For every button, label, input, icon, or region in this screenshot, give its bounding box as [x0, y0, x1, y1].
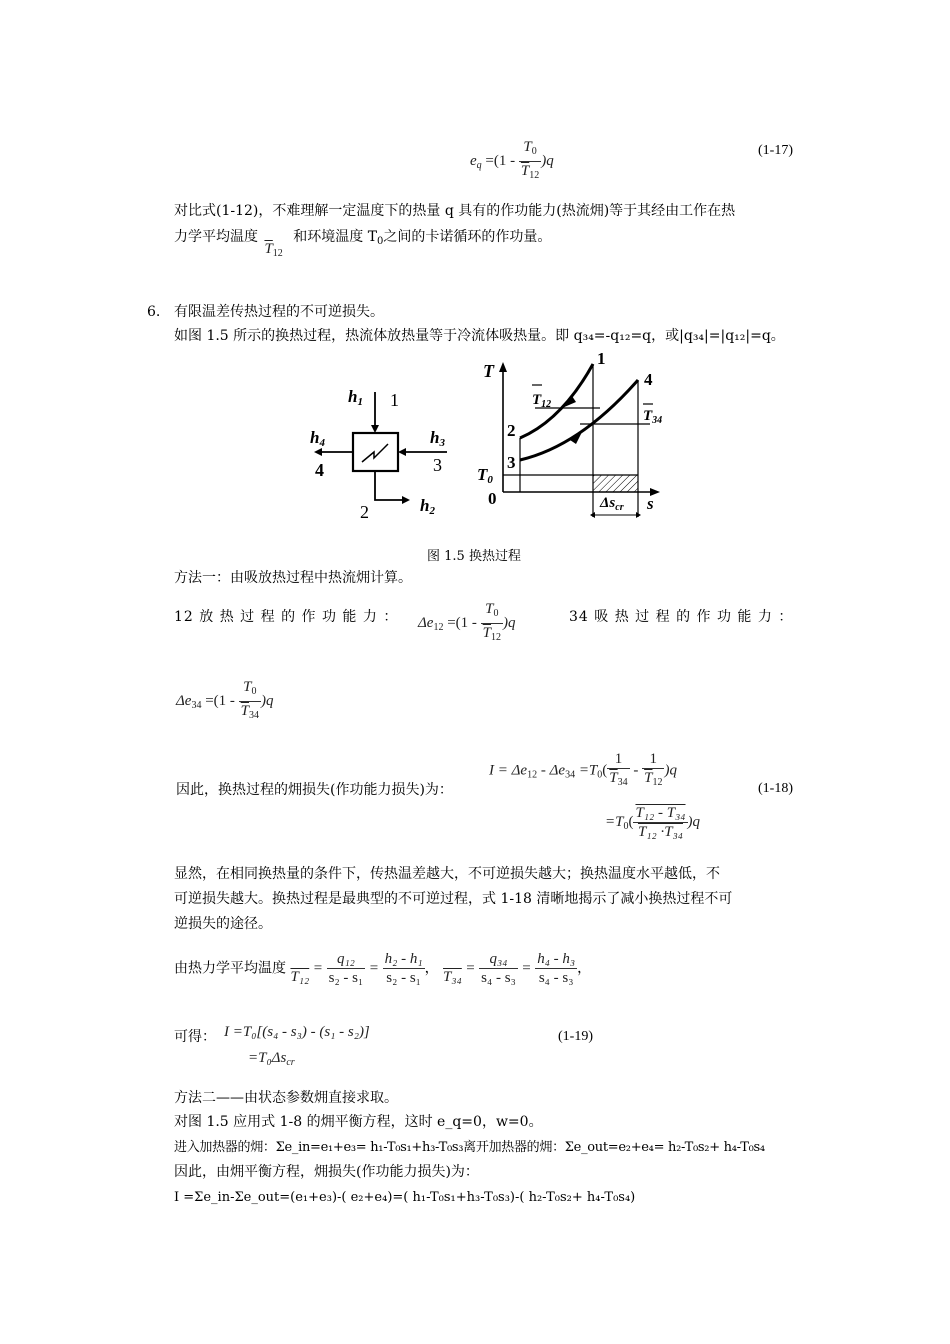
eq-fraction [239, 678, 261, 725]
label-h2: h2 [420, 496, 435, 517]
frac-num: T [243, 679, 252, 695]
method1-title: 方法一：由吸放热过程中热流㶲计算。 [174, 570, 412, 586]
eq-part: I = Δe [489, 762, 528, 779]
eq-lhs: Δe [418, 614, 434, 631]
eq-fraction [633, 804, 687, 841]
eq-lhs-sub: 12 [433, 621, 444, 633]
equation-1-17 [470, 138, 554, 185]
label-T0: T0 [477, 465, 493, 486]
hot-fluid-curve [520, 364, 593, 438]
frac-num: 1 [607, 750, 629, 769]
label-point-3: 3 [507, 453, 516, 472]
method1-line34: 34 吸 热 过 程 的 作 功 能 力 ： [569, 609, 794, 625]
frac-den: s₂ - s₁ [386, 970, 421, 986]
eq-fraction [481, 600, 503, 647]
frac-num: q₁₂ [327, 950, 366, 969]
eq-op: = [369, 960, 379, 977]
label-h4: h4 [310, 428, 325, 449]
t-s-diagram [477, 352, 662, 518]
method2-line: 进入加热器的㶲：Σe_in=e₁+e₃= h₁-T₀s₁+h₃-T₀s₃离开加热器的㶲：Σe_out=e₂+e₄= h₂-T₀s₂+ h₄-T₀s₄ [174, 1140, 765, 1155]
eq-sub: 0 [597, 769, 603, 781]
eq-fraction [383, 950, 425, 987]
eq-part: =T₀Δs [248, 1050, 287, 1066]
section-intro: 如图 1.5 所示的换热过程，热流体放热量等于冷流体吸热量。即 q₃₄=-q₁₂=q，或|q₃₄|=|q₁₂|=q。 [174, 328, 785, 344]
frac-den: $\overline{T}$ [609, 770, 618, 786]
eq-sub: cr [286, 1057, 295, 1068]
frac-den: T₁₂ ·T₃₄ [637, 824, 684, 840]
eq-sub: 34 [565, 769, 576, 781]
outlet-4-arrow [314, 448, 322, 456]
text-span: 由热力学平均温度 [174, 960, 286, 977]
frac-den-sub: 12 [491, 632, 502, 643]
method2-line: I =Σe_in-Σe_out=(e₁+e₃)-( e₂+e₄)=( h₁-T₀s₁+h₃-T₀s₃)-( h₂-T₀s₂+ h₄-T₀s₄) [174, 1190, 636, 1205]
equation-1-19-row1: I =T₀[(s₄ - s₃) - (s₁ - s₂)] [224, 1024, 370, 1040]
frac-den-sub: 34 [617, 777, 628, 788]
eq-fraction [519, 138, 541, 185]
section-number: 6. [147, 304, 161, 320]
label-4: 4 [315, 460, 324, 480]
method2-line: 因此，由㶲平衡方程，㶲损失(作功能力损失)为： [174, 1164, 479, 1180]
equation-de34 [176, 678, 274, 725]
text-span: 之间的卡诺循环的作功量。 [383, 229, 552, 245]
label-point-2: 2 [507, 421, 516, 440]
text-span: ， [577, 960, 592, 977]
mean-temp-line [174, 950, 591, 987]
frac-den: $\overline{T}$ [482, 625, 492, 641]
frac-num: q₃₄ [479, 950, 518, 969]
frac-num-sub: 0 [531, 146, 537, 157]
frac-den-sub: 12 [652, 777, 663, 788]
frac-num: T [485, 601, 494, 617]
frac-den: s₄ - s₃ [481, 970, 516, 986]
eq-part: - Δe [537, 762, 566, 779]
eq-tail: )q [503, 614, 516, 631]
eq-1-18-prefix: 因此，换热过程的㶲损失(作功能力损失)为： [176, 782, 453, 798]
equation-number-1-19: (1-19) [558, 1029, 593, 1044]
eq-tail: )q [261, 692, 274, 709]
paragraph-line [174, 225, 552, 259]
frac-den: $\overline{T}$ [520, 163, 530, 179]
frac-num-sub: 0 [493, 608, 499, 619]
equation-number-1-18: (1-18) [758, 781, 793, 796]
outlet-2-arrow [402, 496, 410, 504]
inlet-1-arrow [371, 425, 379, 433]
eq-sub: 0 [623, 820, 629, 832]
frac-den: s₂ - s₁ [328, 970, 364, 986]
tbar12 [264, 241, 282, 257]
eq-part: ( [602, 762, 608, 779]
eq-op: =(1 - [205, 692, 235, 709]
eq-op: =(1 - [447, 614, 477, 631]
label-point-1: 1 [597, 352, 606, 368]
label-T34: $T_{34}$ [643, 408, 663, 426]
exchanger-coil [362, 444, 388, 462]
label-T12: $T_{12}$ [532, 392, 552, 410]
eq-fraction [607, 750, 629, 792]
equation-1-19-row2 [248, 1050, 295, 1068]
figure-heat-exchange [300, 352, 680, 522]
paragraph-line: 显然，在相同换热量的条件下，传热温差越大，不可逆损失越大；换热温度水平越低，不 [174, 866, 720, 882]
eq-tail: )q [541, 152, 554, 169]
eq-op: = [313, 960, 323, 977]
tbar-symbol: $\overline{T}$ [264, 241, 273, 257]
eq-1-19-prefix: 可得： [174, 1029, 216, 1045]
eq-lhs-sub: q [476, 159, 482, 171]
label-T: T [483, 361, 494, 381]
eq-op: =(1 - [485, 152, 516, 169]
outlet-2-line [375, 471, 402, 500]
paragraph-line: 可逆损失越大。换热过程是最典型的不可逆过程，式 1-18 清晰地揭示了减小换热过程不可 [174, 891, 733, 907]
heat-exchanger-schematic [310, 387, 447, 522]
frac-num: h₂ - h₁ [384, 951, 423, 967]
method2-title: 方法二——由状态参数㶲直接求取。 [174, 1090, 398, 1106]
eq-part: )q [687, 813, 701, 830]
eq-part: =T [605, 813, 624, 830]
method2-line: 对图 1.5 应用式 1-8 的㶲平衡方程，这时 e_q=0，w=0。 [174, 1114, 543, 1130]
hatched-area [593, 475, 638, 492]
eq-fraction [327, 950, 366, 987]
frac-den: $\overline{T}$ [240, 703, 250, 719]
eq-op: = [466, 960, 475, 977]
eq-lhs-sub: 34 [191, 699, 202, 711]
tbar-sub: 12 [272, 248, 283, 259]
label-zero: 0 [488, 489, 497, 508]
eq-fraction [535, 950, 577, 987]
text-span: ， [424, 960, 439, 977]
eq-fraction [642, 750, 664, 792]
text-span: 和环境温度 T [293, 229, 378, 245]
frac-den-sub: 12 [529, 170, 540, 181]
t12-symbol: T₁₂ [290, 968, 310, 985]
equation-number-1-17: (1-17) [758, 143, 793, 158]
eq-lhs: e [470, 152, 477, 169]
label-2: 2 [360, 502, 369, 522]
label-s: s [647, 494, 654, 513]
t34-symbol: T₃₄ [443, 968, 462, 985]
eq-part: =T [575, 762, 598, 779]
label-3: 3 [433, 455, 442, 475]
method1-line12: 12 放 热 过 程 的 作 功 能 力 ： [174, 609, 399, 625]
label-ds: $\Delta s_{cr}$ [600, 495, 624, 513]
eq-sub: 12 [527, 769, 538, 781]
eq-part: - [633, 762, 639, 779]
eq-lhs: Δe [176, 692, 192, 709]
eq-op: = [522, 960, 531, 977]
frac-num: T₁₂ - T₃₄ [635, 805, 686, 821]
frac-den-sub: 34 [249, 710, 260, 721]
eq-part: ( [628, 813, 634, 830]
paragraph-line: 逆损失的途径。 [174, 916, 272, 932]
text-span: 力学平均温度 [174, 229, 258, 245]
t-axis-arrow [499, 362, 507, 372]
eq-fraction [479, 950, 518, 987]
inlet-3-arrow [398, 448, 406, 456]
equation-1-18-row2 [605, 804, 700, 841]
eq-part: )q [664, 762, 677, 779]
figure-caption: 图 1.5 换热过程 [427, 549, 521, 564]
frac-num: h₄ - h₃ [537, 951, 576, 967]
exchanger-box [353, 433, 398, 471]
section-title: 有限温差传热过程的不可逆损失。 [174, 304, 384, 320]
frac-num: T [523, 139, 532, 155]
equation-1-18-row1 [489, 750, 677, 792]
label-point-4: 4 [644, 370, 653, 389]
text-sub: 0 [377, 236, 384, 247]
frac-den: s₄ - s₃ [538, 970, 574, 986]
label-h1: h1 [348, 387, 363, 408]
label-h3: h3 [430, 428, 445, 449]
paragraph-line: 对比式(1-12)，不难理解一定温度下的热量 q 具有的作功能力(热流㶲)等于其经由工作在热 [174, 203, 736, 219]
frac-num-sub: 0 [251, 686, 257, 697]
equation-de12 [418, 600, 516, 647]
frac-num: 1 [642, 750, 664, 769]
label-1: 1 [390, 390, 399, 410]
frac-den: $\overline{T}$ [644, 770, 653, 786]
